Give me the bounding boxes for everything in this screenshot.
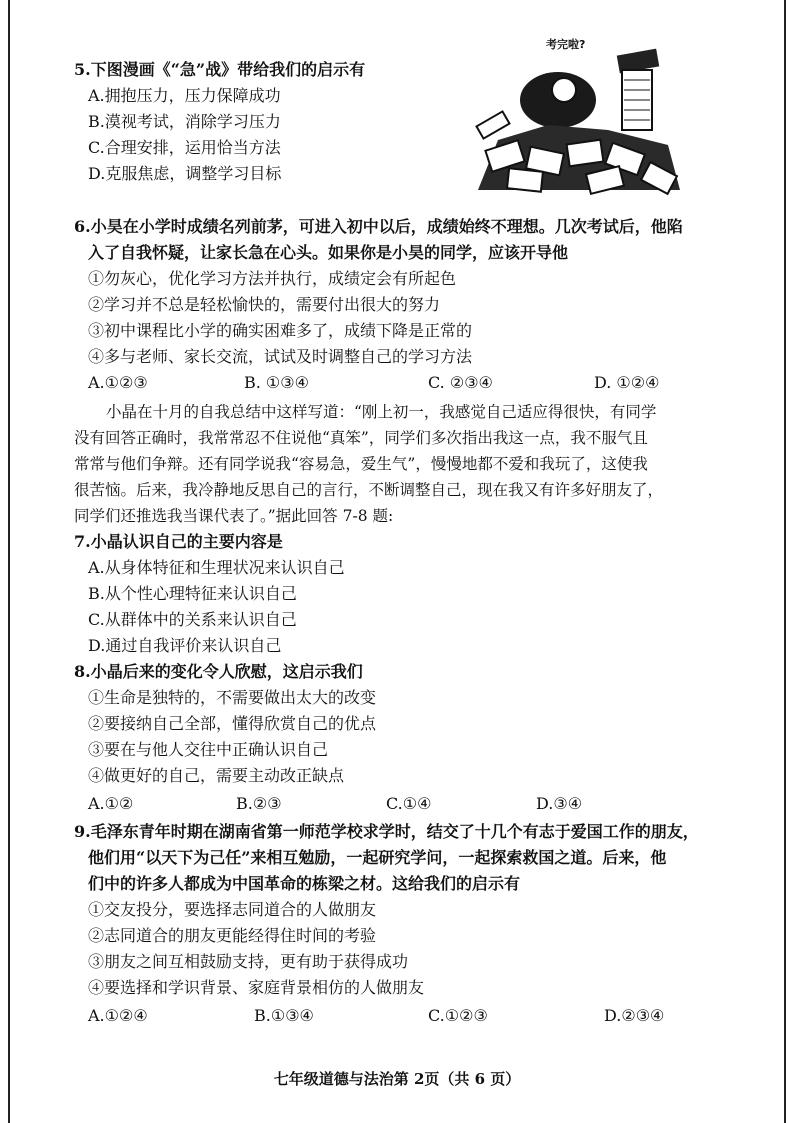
question-9-answer-a: A.①②④ (88, 1006, 148, 1025)
question-7-option-b: B.从个性心理特征来认识自己 (88, 584, 297, 603)
question-5-option-a: A.拥抱压力，压力保障成功 (88, 86, 281, 105)
question-6-answer-a: A.①②③ (88, 373, 148, 392)
question-6-item-4: ④多与老师、家长交流，试试及时调整自己的学习方法 (88, 347, 473, 366)
passage-line-5: 同学们还推选我当课代表了。”据此回答 7-8 题: (74, 507, 394, 525)
passage-line-3: 常常与他们争辩。还有同学说我“容易急，爱生气”，慢慢地都不爱和我玩了，这使我 (74, 455, 648, 473)
question-9-stem-line-2: 他们用“以天下为己任”来相互勉励，一起研究学问，一起探索救国之道。后来，他 (88, 848, 667, 867)
question-6-answer-c: C. ②③④ (428, 373, 493, 392)
passage-line-4: 很苦恼。后来，我冷静地反思自己的言行，不断调整自己，现在我又有许多好朋友了， (74, 481, 664, 499)
question-8-answer-c: C.①④ (386, 794, 432, 813)
question-7-stem: 7.小晶认识自己的主要内容是 (74, 532, 283, 551)
question-8-item-4: ④做更好的自己，需要主动改正缺点 (88, 766, 345, 785)
question-8-answer-b: B.②③ (236, 794, 282, 813)
question-5-stem: 5.下图漫画《“急”战》带给我们的启示有 (74, 60, 366, 79)
question-9-answer-b: B.①③④ (254, 1006, 314, 1025)
question-6-answer-b: B. ①③④ (244, 373, 309, 392)
question-9-answer-c: C.①②③ (428, 1006, 488, 1025)
passage-line-1: 小晶在十月的自我总结中这样写道：“刚上初一，我感觉自己适应得很快，有同学 (106, 403, 657, 421)
question-5-option-b: B.漠视考试，消除学习压力 (88, 112, 281, 131)
question-9-stem-line-1: 9.毛泽东青年时期在湖南省第一师范学校求学时，结交了十几个有志于爱国工作的朋友， (74, 822, 699, 841)
question-8-answer-d: D.③④ (536, 794, 583, 813)
page-footer: 七年级道德与法治第 2页（共 6 页） (273, 1070, 521, 1088)
question-6-item-1: ①勿灰心，优化学习方法并执行，成绩定会有所起色 (88, 269, 457, 288)
question-6-item-3: ③初中课程比小学的确实困难多了，成绩下降是正常的 (88, 321, 473, 340)
question-5-option-d: D.克服焦虑，调整学习目标 (88, 164, 282, 183)
question-8-item-3: ③要在与他人交往中正确认识自己 (88, 740, 329, 759)
question-7-option-a: A.从身体特征和生理状况来认识自己 (88, 558, 345, 577)
question-9-item-1: ①交友投分，要选择志同道合的人做朋友 (88, 900, 377, 919)
question-9-stem-line-3: 们中的许多人都成为中国革命的栋梁之材。这给我们的启示有 (88, 874, 521, 893)
question-8-answer-a: A.①② (88, 794, 134, 813)
question-9-answer-d: D.②③④ (604, 1006, 665, 1025)
question-6-answer-d: D. ①②④ (594, 373, 660, 392)
question-9-item-3: ③朋友之间互相鼓励支持，更有助于获得成功 (88, 952, 409, 971)
passage-line-2: 没有回答正确时，我常常忍不住说他“真笨”，同学们多次指出我这一点，我不服气且 (74, 429, 648, 447)
question-6-item-2: ②学习并不总是轻松愉快的，需要付出很大的努力 (88, 295, 441, 314)
cartoon-caption: 考完啦? (546, 38, 586, 51)
question-8-item-1: ①生命是独特的，不需要做出太大的改变 (88, 688, 377, 707)
question-7-option-c: C.从群体中的关系来认识自己 (88, 610, 297, 629)
cartoon-image (468, 30, 688, 200)
question-8-item-2: ②要接纳自己全部，懂得欣赏自己的优点 (88, 714, 377, 733)
question-8-stem: 8.小晶后来的变化令人欣慰，这启示我们 (74, 662, 363, 681)
question-9-item-2: ②志同道合的朋友更能经得住时间的考验 (88, 926, 377, 945)
question-7-option-d: D.通过自我评价来认识自己 (88, 636, 282, 655)
question-9-item-4: ④要选择和学识背景、家庭背景相仿的人做朋友 (88, 978, 425, 997)
question-6-stem-line-2: 入了自我怀疑，让家长急在心头。如果你是小昊的同学，应该开导他 (88, 243, 569, 262)
question-6-stem-line-1: 6.小昊在小学时成绩名列前茅，可进入初中以后，成绩始终不理想。几次考试后，他陷 (74, 217, 683, 236)
question-5-option-c: C.合理安排，运用恰当方法 (88, 138, 281, 157)
